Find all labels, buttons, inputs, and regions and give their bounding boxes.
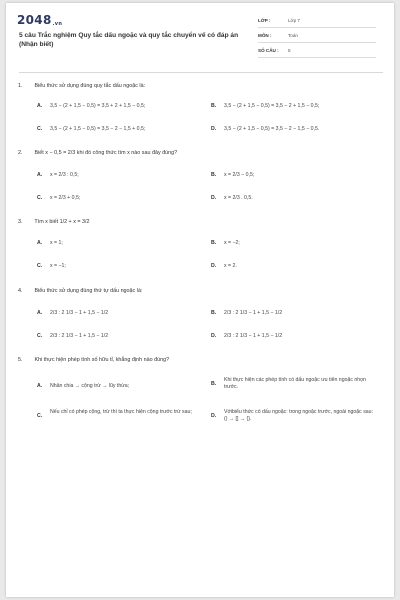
option-label: B. [211, 381, 217, 387]
question-text: Biểu thức sử dụng đúng quy tắc dấu ngoặc là: [34, 83, 146, 89]
option-text: x = 2. [224, 263, 237, 269]
option-label: C. [37, 263, 43, 269]
logo-suffix: .vn [52, 21, 63, 27]
option-label: A. [37, 172, 43, 178]
option-label: B. [211, 240, 217, 246]
option-label: C. [37, 126, 43, 132]
question-text: Biểu thức sử dụng đúng thứ tự dấu ngoặc là: [34, 288, 143, 294]
option-label: B. [211, 103, 217, 109]
option-label: A. [37, 240, 43, 246]
option-label: A. [37, 310, 43, 316]
option-text: x = 2/3 − 0,5; [224, 172, 255, 178]
logo-text: 2048 [17, 13, 52, 27]
option-label: C. [37, 333, 43, 339]
question-stem [18, 150, 378, 156]
site-logo[interactable] [17, 13, 62, 27]
option-label: D. [211, 333, 217, 339]
header-divider [19, 72, 383, 73]
meta-row-count [258, 45, 376, 58]
question-stem [18, 357, 378, 363]
option-text: 2/3 : 2 1/3 − 1 + 1,5 − 1/2 [50, 310, 109, 316]
option-text: 2/3 : 2 1/3 − 1 + 1,5 − 1/2 [224, 310, 283, 316]
option-label: D. [211, 195, 217, 201]
option-text: x = 2/3 + 0,5; [50, 195, 81, 201]
meta-value: 5 [288, 48, 291, 53]
meta-value: Lớp 7 [288, 18, 300, 23]
question-text: Khi thực hiện phép tính số hữu tỉ, khẳng định nào đúng? [34, 357, 170, 363]
question-number: 4. [18, 288, 23, 294]
option-text: Nếu chỉ có phép cộng, trừ thì ta thực hiện cộng trước trừ sau; [50, 409, 192, 415]
question-text: Biết x − 0,5 = 2/3 khi đó công thức tìm x nào sau đây đúng? [34, 150, 178, 156]
option-label: D. [211, 126, 217, 132]
option-label: A. [37, 383, 43, 389]
option-text: 2/3 : 2 1/3 − 1 + 1,5 − 1/2 [50, 333, 109, 339]
option-text: 2/3 : 2 1/3 − 1 + 1,5 − 1/2 [224, 333, 283, 339]
meta-value: Toán [288, 33, 298, 38]
question-number: 5. [18, 357, 23, 363]
meta-key: LỚP : [258, 18, 271, 23]
option-label: B. [211, 310, 217, 316]
document-header [6, 3, 394, 73]
question-stem [18, 219, 378, 225]
option-text: Vớibiểu thức có dấu ngoặc: trong ngoặc trước, ngoài ngoặc sau: () → [] → {}. [224, 409, 374, 422]
option-text: x = 1; [50, 240, 63, 246]
option-label: B. [211, 172, 217, 178]
option-label: A. [37, 103, 43, 109]
option-text: 3,5 − (2 + 1,5 − 0,5) = 3,5 − 2 + 1,5 − 0,5; [224, 103, 320, 109]
option-label: D. [211, 263, 217, 269]
question-number: 2. [18, 150, 23, 156]
question-number: 1. [18, 83, 23, 89]
document-title: 5 câu Trắc nghiệm Quy tắc dấu ngoặc và quy tắc chuyển vế có đáp án (Nhận biết) [19, 32, 239, 48]
document-page [6, 3, 394, 597]
option-text: x = −2; [224, 240, 240, 246]
question-text: Tìm x biết 1/2 + x = 3/2 [34, 219, 90, 225]
option-text: 3,5 − (2 + 1,5 − 0,5) = 3,5 + 2 + 1,5 − 0,5; [50, 103, 146, 109]
meta-row-class [258, 15, 376, 28]
option-label: C. [37, 413, 43, 419]
option-label: C. [37, 195, 43, 201]
option-text: x = −1; [50, 263, 66, 269]
option-text: x = 2/3 : 0,5; [50, 172, 79, 178]
question-number: 3. [18, 219, 23, 225]
meta-row-subject [258, 30, 376, 43]
option-text: Nhân chia → cộng trừ → lũy thừa; [50, 383, 130, 389]
option-label: D. [211, 413, 217, 419]
meta-key: SỐ CÂU : [258, 48, 279, 53]
meta-key: MÔN : [258, 33, 272, 38]
option-text: x = 2/3 . 0,5. [224, 195, 253, 201]
option-text: 3,5 − (2 + 1,5 − 0,5) = 3,5 − 2 − 1,5 + 0,5; [50, 126, 146, 132]
option-text: Khi thực hiện các phép tính có dấu ngoặc ưu tiên ngoặc nhọn trước. [224, 377, 366, 390]
option-text: 3,5 − (2 + 1,5 − 0,5) = 3,5 − 2 − 1,5 − 0,5. [224, 126, 320, 132]
question-stem [18, 83, 378, 89]
meta-info [258, 15, 376, 60]
question-stem [18, 288, 378, 294]
